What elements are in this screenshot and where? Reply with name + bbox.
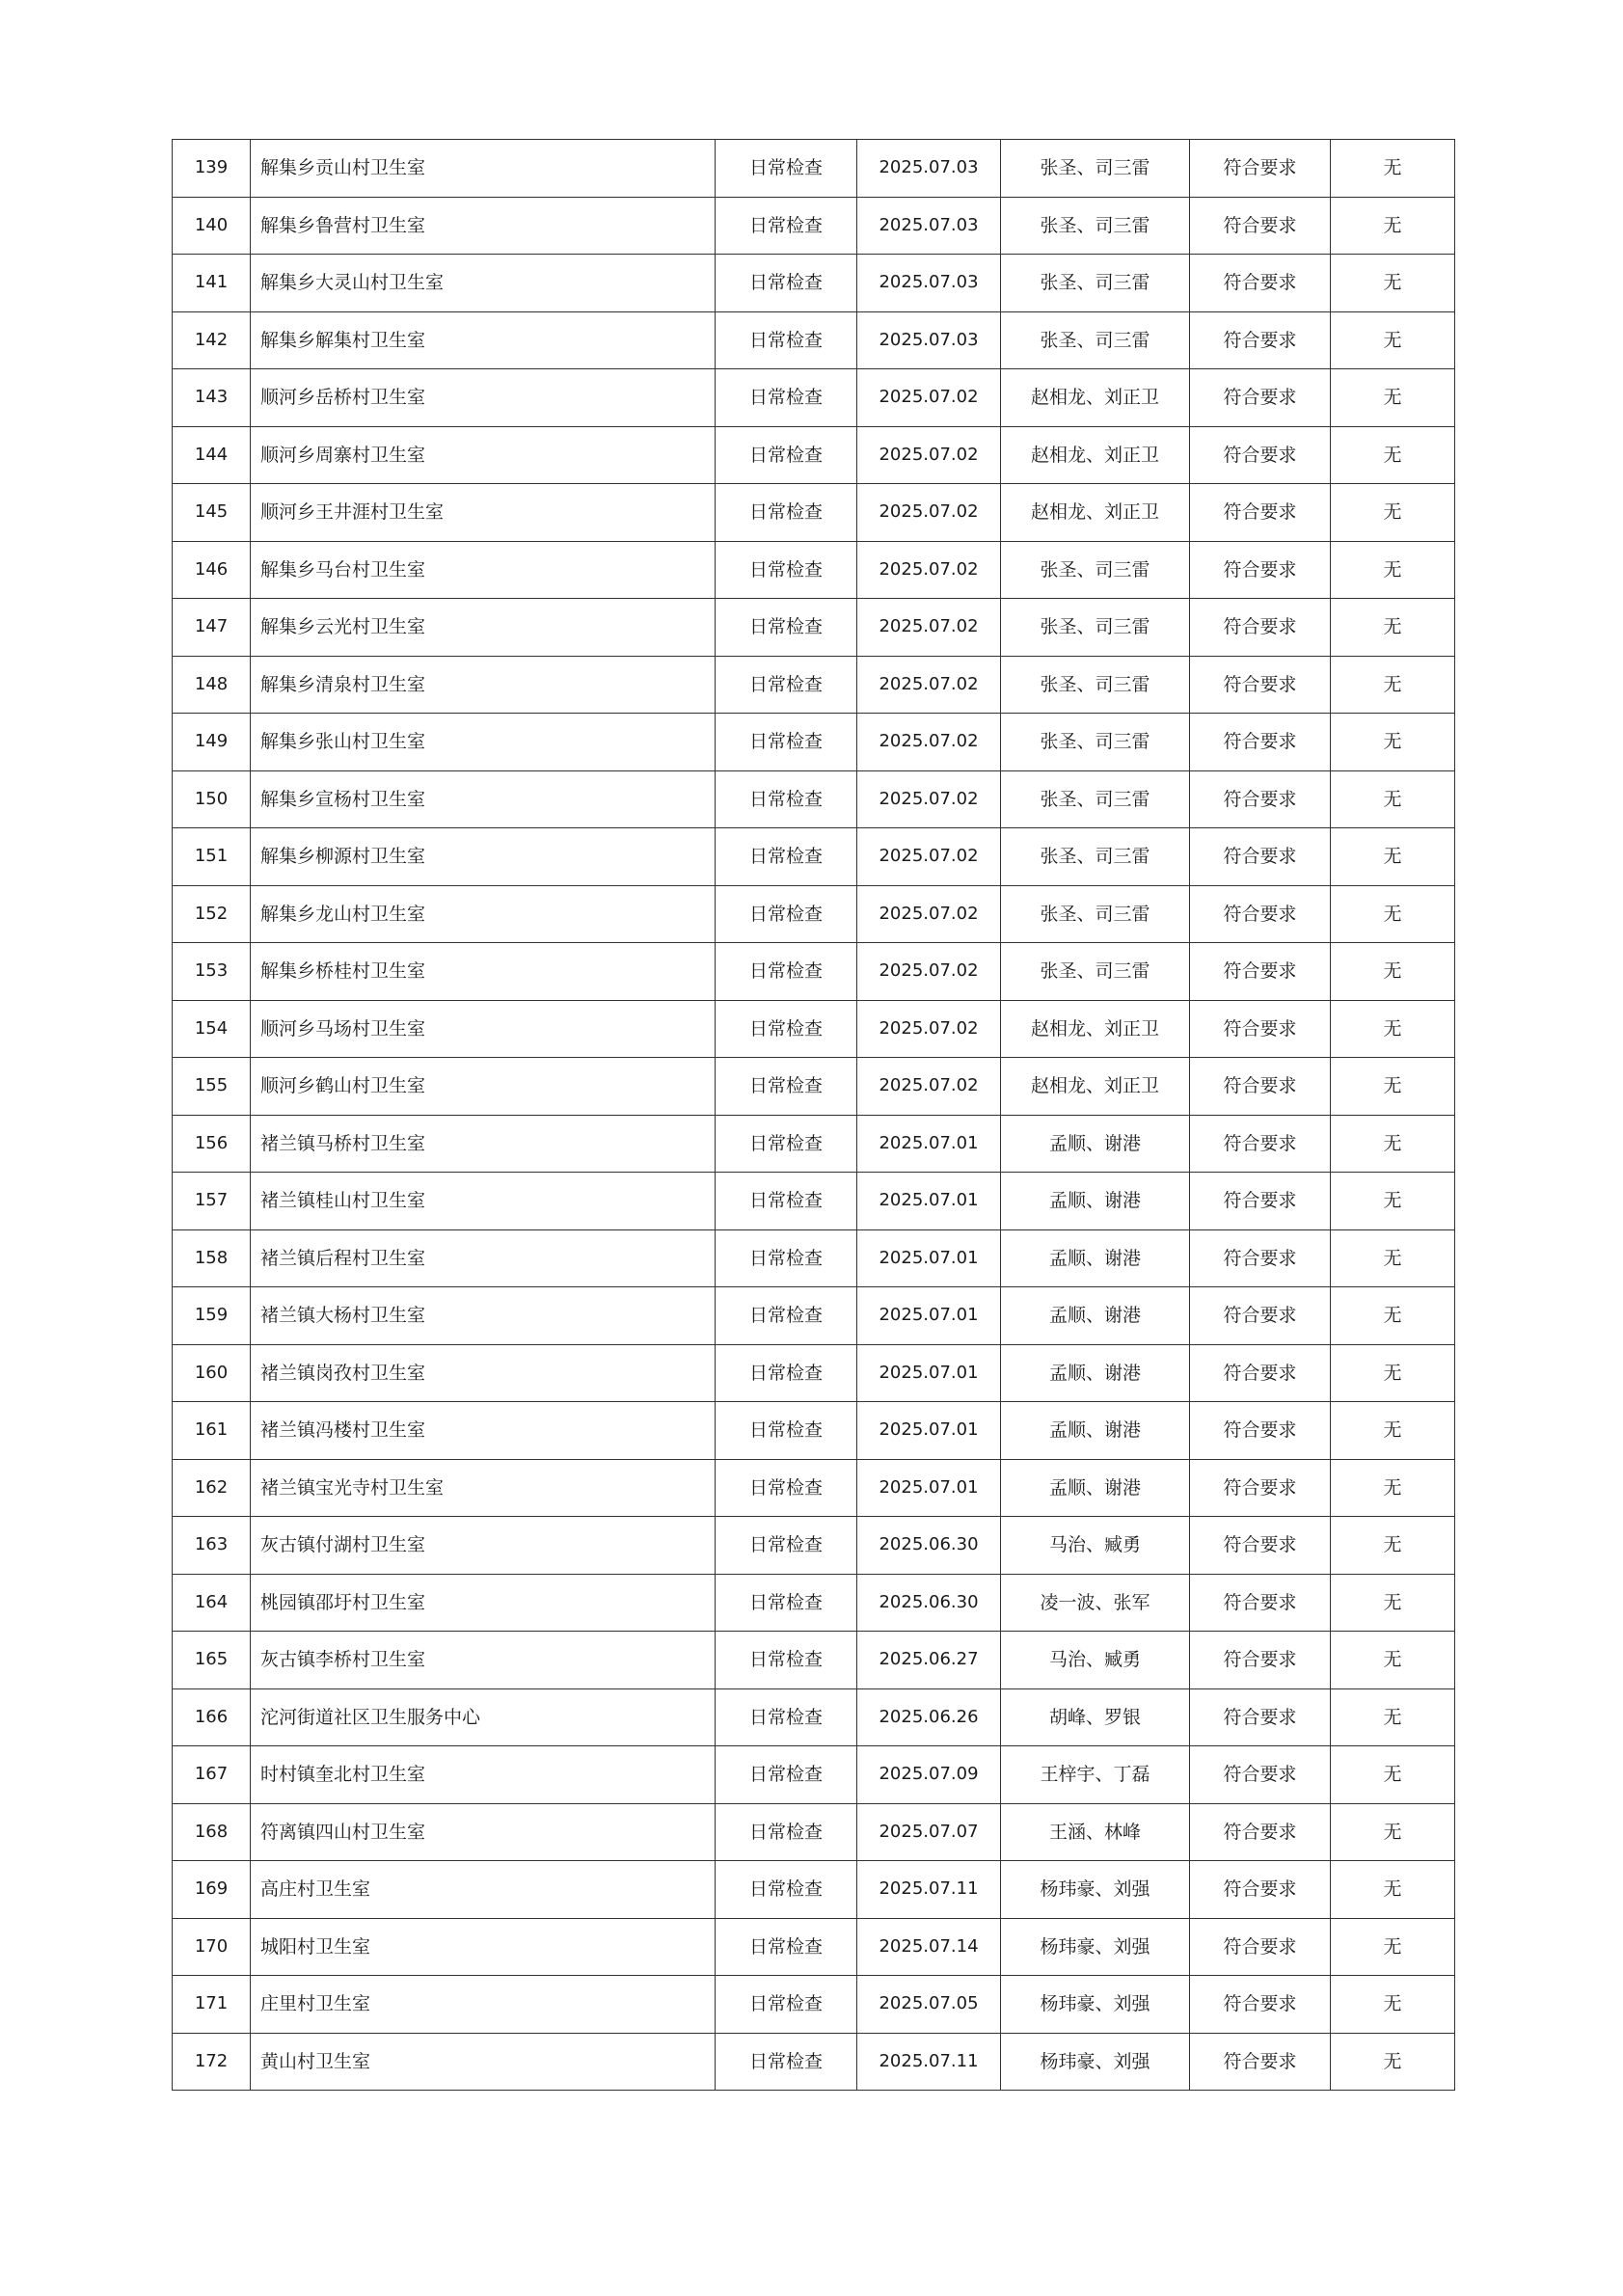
issues-cell: 无	[1331, 1976, 1455, 2034]
inspectors-cell: 张圣、司三雷	[1001, 828, 1190, 886]
inspection-type-cell: 日常检查	[716, 1861, 857, 1919]
inspection-date-cell: 2025.07.01	[857, 1402, 1001, 1460]
result-cell: 符合要求	[1190, 1287, 1331, 1345]
facility-name-cell: 解集乡贡山村卫生室	[251, 140, 716, 198]
inspectors-cell: 孟顺、谢港	[1001, 1173, 1190, 1230]
inspectors-cell: 王涵、林峰	[1001, 1803, 1190, 1861]
table-row	[173, 1918, 1455, 1976]
inspection-date-cell: 2025.07.02	[857, 943, 1001, 1001]
inspection-type-cell: 日常检查	[716, 1459, 857, 1517]
result-cell: 符合要求	[1190, 1115, 1331, 1173]
inspection-type-cell: 日常检查	[716, 1517, 857, 1575]
row-number-cell: 162	[173, 1459, 251, 1517]
result-cell: 符合要求	[1190, 484, 1331, 542]
row-number-cell: 144	[173, 426, 251, 484]
facility-name-cell: 解集乡解集村卫生室	[251, 311, 716, 369]
issues-cell: 无	[1331, 1803, 1455, 1861]
inspection-date-cell: 2025.07.01	[857, 1344, 1001, 1402]
inspectors-cell: 张圣、司三雷	[1001, 255, 1190, 312]
inspection-type-cell: 日常检查	[716, 714, 857, 771]
result-cell: 符合要求	[1190, 943, 1331, 1001]
row-number-cell: 156	[173, 1115, 251, 1173]
inspection-date-cell: 2025.07.02	[857, 484, 1001, 542]
table-row	[173, 1287, 1455, 1345]
inspection-date-cell: 2025.07.01	[857, 1115, 1001, 1173]
issues-cell: 无	[1331, 599, 1455, 657]
facility-name-cell: 解集乡大灵山村卫生室	[251, 255, 716, 312]
result-cell: 符合要求	[1190, 828, 1331, 886]
table-row	[173, 369, 1455, 427]
inspection-date-cell: 2025.06.30	[857, 1517, 1001, 1575]
result-cell: 符合要求	[1190, 1632, 1331, 1689]
row-number-cell: 146	[173, 541, 251, 599]
result-cell: 符合要求	[1190, 140, 1331, 198]
table-row	[173, 1976, 1455, 2034]
result-cell: 符合要求	[1190, 541, 1331, 599]
facility-name-cell: 沱河街道社区卫生服务中心	[251, 1688, 716, 1746]
inspection-type-cell: 日常检查	[716, 1173, 857, 1230]
row-number-cell: 167	[173, 1746, 251, 1804]
issues-cell: 无	[1331, 714, 1455, 771]
inspection-date-cell: 2025.07.09	[857, 1746, 1001, 1804]
inspection-date-cell: 2025.07.02	[857, 541, 1001, 599]
result-cell: 符合要求	[1190, 1574, 1331, 1632]
inspection-type-cell: 日常检查	[716, 1574, 857, 1632]
result-cell: 符合要求	[1190, 197, 1331, 255]
issues-cell: 无	[1331, 541, 1455, 599]
row-number-cell: 155	[173, 1058, 251, 1116]
row-number-cell: 139	[173, 140, 251, 198]
facility-name-cell: 灰古镇付湖村卫生室	[251, 1517, 716, 1575]
facility-name-cell: 解集乡桥桂村卫生室	[251, 943, 716, 1001]
inspectors-cell: 胡峰、罗银	[1001, 1688, 1190, 1746]
row-number-cell: 158	[173, 1229, 251, 1287]
table-row	[173, 1402, 1455, 1460]
issues-cell: 无	[1331, 656, 1455, 714]
result-cell: 符合要求	[1190, 1803, 1331, 1861]
table-row	[173, 140, 1455, 198]
inspection-type-cell: 日常检查	[716, 197, 857, 255]
issues-cell: 无	[1331, 2033, 1455, 2091]
inspection-table-page	[172, 139, 1454, 2091]
table-row	[173, 484, 1455, 542]
facility-name-cell: 解集乡龙山村卫生室	[251, 885, 716, 943]
row-number-cell: 142	[173, 311, 251, 369]
issues-cell: 无	[1331, 1918, 1455, 1976]
facility-name-cell: 顺河乡岳桥村卫生室	[251, 369, 716, 427]
result-cell: 符合要求	[1190, 599, 1331, 657]
row-number-cell: 172	[173, 2033, 251, 2091]
row-number-cell: 165	[173, 1632, 251, 1689]
inspectors-cell: 杨玮豪、刘强	[1001, 1976, 1190, 2034]
table-row	[173, 1632, 1455, 1689]
inspection-type-cell: 日常检查	[716, 140, 857, 198]
issues-cell: 无	[1331, 885, 1455, 943]
result-cell: 符合要求	[1190, 1058, 1331, 1116]
issues-cell: 无	[1331, 1402, 1455, 1460]
table-row	[173, 885, 1455, 943]
inspection-type-cell: 日常检查	[716, 656, 857, 714]
inspectors-cell: 杨玮豪、刘强	[1001, 1861, 1190, 1919]
inspectors-cell: 孟顺、谢港	[1001, 1402, 1190, 1460]
issues-cell: 无	[1331, 1459, 1455, 1517]
result-cell: 符合要求	[1190, 369, 1331, 427]
inspection-type-cell: 日常检查	[716, 1632, 857, 1689]
inspectors-cell: 赵相龙、刘正卫	[1001, 369, 1190, 427]
facility-name-cell: 顺河乡王井涯村卫生室	[251, 484, 716, 542]
inspection-type-cell: 日常检查	[716, 1115, 857, 1173]
inspectors-cell: 张圣、司三雷	[1001, 197, 1190, 255]
facility-name-cell: 褚兰镇宝光寺村卫生室	[251, 1459, 716, 1517]
inspectors-cell: 张圣、司三雷	[1001, 599, 1190, 657]
facility-name-cell: 符离镇四山村卫生室	[251, 1803, 716, 1861]
inspectors-cell: 张圣、司三雷	[1001, 943, 1190, 1001]
row-number-cell: 170	[173, 1918, 251, 1976]
inspection-date-cell: 2025.07.11	[857, 1861, 1001, 1919]
issues-cell: 无	[1331, 1632, 1455, 1689]
issues-cell: 无	[1331, 311, 1455, 369]
inspection-date-cell: 2025.07.11	[857, 2033, 1001, 2091]
row-number-cell: 161	[173, 1402, 251, 1460]
inspection-date-cell: 2025.07.02	[857, 599, 1001, 657]
row-number-cell: 141	[173, 255, 251, 312]
inspection-date-cell: 2025.07.02	[857, 1000, 1001, 1058]
table-row	[173, 1746, 1455, 1804]
result-cell: 符合要求	[1190, 1344, 1331, 1402]
result-cell: 符合要求	[1190, 1517, 1331, 1575]
inspection-type-cell: 日常检查	[716, 1976, 857, 2034]
table-row	[173, 656, 1455, 714]
row-number-cell: 152	[173, 885, 251, 943]
result-cell: 符合要求	[1190, 885, 1331, 943]
issues-cell: 无	[1331, 369, 1455, 427]
inspection-date-cell: 2025.06.30	[857, 1574, 1001, 1632]
table-row	[173, 1574, 1455, 1632]
inspection-date-cell: 2025.07.01	[857, 1287, 1001, 1345]
facility-name-cell: 解集乡张山村卫生室	[251, 714, 716, 771]
inspection-type-cell: 日常检查	[716, 885, 857, 943]
row-number-cell: 164	[173, 1574, 251, 1632]
issues-cell: 无	[1331, 1574, 1455, 1632]
facility-name-cell: 庄里村卫生室	[251, 1976, 716, 2034]
inspection-type-cell: 日常检查	[716, 1000, 857, 1058]
table-row	[173, 1000, 1455, 1058]
inspection-date-cell: 2025.07.03	[857, 140, 1001, 198]
row-number-cell: 159	[173, 1287, 251, 1345]
inspectors-cell: 王梓宇、丁磊	[1001, 1746, 1190, 1804]
table-row	[173, 1058, 1455, 1116]
inspection-date-cell: 2025.07.02	[857, 656, 1001, 714]
facility-name-cell: 解集乡马台村卫生室	[251, 541, 716, 599]
inspectors-cell: 孟顺、谢港	[1001, 1287, 1190, 1345]
row-number-cell: 157	[173, 1173, 251, 1230]
table-row	[173, 599, 1455, 657]
result-cell: 符合要求	[1190, 426, 1331, 484]
inspection-type-cell: 日常检查	[716, 1688, 857, 1746]
inspection-date-cell: 2025.07.03	[857, 255, 1001, 312]
table-body	[173, 140, 1455, 2091]
facility-name-cell: 褚兰镇桂山村卫生室	[251, 1173, 716, 1230]
inspection-date-cell: 2025.07.03	[857, 197, 1001, 255]
result-cell: 符合要求	[1190, 311, 1331, 369]
inspection-date-cell: 2025.07.02	[857, 770, 1001, 828]
result-cell: 符合要求	[1190, 1459, 1331, 1517]
inspection-date-cell: 2025.07.02	[857, 426, 1001, 484]
result-cell: 符合要求	[1190, 1976, 1331, 2034]
facility-name-cell: 桃园镇邵圩村卫生室	[251, 1574, 716, 1632]
inspection-type-cell: 日常检查	[716, 484, 857, 542]
inspection-type-cell: 日常检查	[716, 1287, 857, 1345]
inspection-type-cell: 日常检查	[716, 1058, 857, 1116]
inspection-type-cell: 日常检查	[716, 426, 857, 484]
result-cell: 符合要求	[1190, 1746, 1331, 1804]
issues-cell: 无	[1331, 255, 1455, 312]
facility-name-cell: 高庄村卫生室	[251, 1861, 716, 1919]
facility-name-cell: 顺河乡鹤山村卫生室	[251, 1058, 716, 1116]
table-row	[173, 1344, 1455, 1402]
issues-cell: 无	[1331, 140, 1455, 198]
row-number-cell: 171	[173, 1976, 251, 2034]
row-number-cell: 145	[173, 484, 251, 542]
inspection-type-cell: 日常检查	[716, 599, 857, 657]
inspectors-cell: 张圣、司三雷	[1001, 140, 1190, 198]
result-cell: 符合要求	[1190, 1918, 1331, 1976]
result-cell: 符合要求	[1190, 1861, 1331, 1919]
inspectors-cell: 张圣、司三雷	[1001, 885, 1190, 943]
row-number-cell: 151	[173, 828, 251, 886]
issues-cell: 无	[1331, 426, 1455, 484]
table-row	[173, 1803, 1455, 1861]
facility-name-cell: 灰古镇李桥村卫生室	[251, 1632, 716, 1689]
result-cell: 符合要求	[1190, 2033, 1331, 2091]
issues-cell: 无	[1331, 1517, 1455, 1575]
issues-cell: 无	[1331, 1000, 1455, 1058]
facility-name-cell: 褚兰镇后程村卫生室	[251, 1229, 716, 1287]
facility-name-cell: 解集乡云光村卫生室	[251, 599, 716, 657]
facility-name-cell: 解集乡柳源村卫生室	[251, 828, 716, 886]
row-number-cell: 163	[173, 1517, 251, 1575]
inspection-type-cell: 日常检查	[716, 255, 857, 312]
inspection-type-cell: 日常检查	[716, 541, 857, 599]
table-row	[173, 255, 1455, 312]
inspection-type-cell: 日常检查	[716, 369, 857, 427]
row-number-cell: 148	[173, 656, 251, 714]
result-cell: 符合要求	[1190, 1229, 1331, 1287]
inspection-type-cell: 日常检查	[716, 828, 857, 886]
table-row	[173, 714, 1455, 771]
inspection-date-cell: 2025.07.03	[857, 311, 1001, 369]
row-number-cell: 143	[173, 369, 251, 427]
result-cell: 符合要求	[1190, 656, 1331, 714]
table-row	[173, 1115, 1455, 1173]
inspection-type-cell: 日常检查	[716, 1746, 857, 1804]
row-number-cell: 154	[173, 1000, 251, 1058]
inspectors-cell: 凌一波、张军	[1001, 1574, 1190, 1632]
result-cell: 符合要求	[1190, 1402, 1331, 1460]
facility-name-cell: 褚兰镇岗孜村卫生室	[251, 1344, 716, 1402]
issues-cell: 无	[1331, 1861, 1455, 1919]
inspectors-cell: 赵相龙、刘正卫	[1001, 426, 1190, 484]
inspectors-cell: 赵相龙、刘正卫	[1001, 1058, 1190, 1116]
facility-name-cell: 城阳村卫生室	[251, 1918, 716, 1976]
table-row	[173, 541, 1455, 599]
inspectors-cell: 孟顺、谢港	[1001, 1344, 1190, 1402]
inspection-date-cell: 2025.07.05	[857, 1976, 1001, 2034]
issues-cell: 无	[1331, 770, 1455, 828]
result-cell: 符合要求	[1190, 1173, 1331, 1230]
inspection-date-cell: 2025.07.01	[857, 1229, 1001, 1287]
issues-cell: 无	[1331, 1058, 1455, 1116]
result-cell: 符合要求	[1190, 770, 1331, 828]
facility-name-cell: 解集乡宣杨村卫生室	[251, 770, 716, 828]
table-row	[173, 1459, 1455, 1517]
issues-cell: 无	[1331, 1344, 1455, 1402]
table-row	[173, 828, 1455, 886]
inspection-date-cell: 2025.07.01	[857, 1173, 1001, 1230]
inspectors-cell: 张圣、司三雷	[1001, 656, 1190, 714]
inspection-date-cell: 2025.07.02	[857, 1058, 1001, 1116]
inspectors-cell: 赵相龙、刘正卫	[1001, 484, 1190, 542]
table-row	[173, 1861, 1455, 1919]
row-number-cell: 140	[173, 197, 251, 255]
issues-cell: 无	[1331, 1115, 1455, 1173]
inspectors-cell: 孟顺、谢港	[1001, 1115, 1190, 1173]
facility-name-cell: 顺河乡马场村卫生室	[251, 1000, 716, 1058]
facility-name-cell: 解集乡鲁营村卫生室	[251, 197, 716, 255]
inspection-date-cell: 2025.06.27	[857, 1632, 1001, 1689]
row-number-cell: 150	[173, 770, 251, 828]
inspectors-cell: 杨玮豪、刘强	[1001, 2033, 1190, 2091]
table-row	[173, 1688, 1455, 1746]
inspection-date-cell: 2025.07.02	[857, 828, 1001, 886]
inspection-type-cell: 日常检查	[716, 311, 857, 369]
issues-cell: 无	[1331, 1746, 1455, 1804]
inspectors-cell: 张圣、司三雷	[1001, 541, 1190, 599]
inspection-date-cell: 2025.07.02	[857, 885, 1001, 943]
issues-cell: 无	[1331, 828, 1455, 886]
inspection-type-cell: 日常检查	[716, 1344, 857, 1402]
inspectors-cell: 张圣、司三雷	[1001, 770, 1190, 828]
inspectors-cell: 马治、臧勇	[1001, 1517, 1190, 1575]
facility-name-cell: 褚兰镇冯楼村卫生室	[251, 1402, 716, 1460]
row-number-cell: 168	[173, 1803, 251, 1861]
facility-name-cell: 褚兰镇大杨村卫生室	[251, 1287, 716, 1345]
issues-cell: 无	[1331, 197, 1455, 255]
inspection-date-cell: 2025.07.02	[857, 714, 1001, 771]
inspectors-cell: 张圣、司三雷	[1001, 311, 1190, 369]
inspection-date-cell: 2025.07.02	[857, 369, 1001, 427]
inspection-type-cell: 日常检查	[716, 2033, 857, 2091]
issues-cell: 无	[1331, 1173, 1455, 1230]
inspection-date-cell: 2025.06.26	[857, 1688, 1001, 1746]
inspection-type-cell: 日常检查	[716, 1918, 857, 1976]
inspection-type-cell: 日常检查	[716, 1229, 857, 1287]
inspection-type-cell: 日常检查	[716, 943, 857, 1001]
inspection-date-cell: 2025.07.01	[857, 1459, 1001, 1517]
issues-cell: 无	[1331, 484, 1455, 542]
inspectors-cell: 孟顺、谢港	[1001, 1459, 1190, 1517]
table-row	[173, 1517, 1455, 1575]
table-row	[173, 1229, 1455, 1287]
inspection-date-cell: 2025.07.14	[857, 1918, 1001, 1976]
issues-cell: 无	[1331, 943, 1455, 1001]
inspectors-cell: 杨玮豪、刘强	[1001, 1918, 1190, 1976]
row-number-cell: 149	[173, 714, 251, 771]
inspectors-cell: 孟顺、谢港	[1001, 1229, 1190, 1287]
table-row	[173, 770, 1455, 828]
issues-cell: 无	[1331, 1287, 1455, 1345]
inspectors-cell: 马治、臧勇	[1001, 1632, 1190, 1689]
result-cell: 符合要求	[1190, 255, 1331, 312]
facility-name-cell: 褚兰镇马桥村卫生室	[251, 1115, 716, 1173]
issues-cell: 无	[1331, 1688, 1455, 1746]
facility-name-cell: 解集乡清泉村卫生室	[251, 656, 716, 714]
inspection-table	[172, 139, 1455, 2091]
inspection-type-cell: 日常检查	[716, 1402, 857, 1460]
inspection-date-cell: 2025.07.07	[857, 1803, 1001, 1861]
table-row	[173, 426, 1455, 484]
facility-name-cell: 时村镇奎北村卫生室	[251, 1746, 716, 1804]
table-row	[173, 1173, 1455, 1230]
table-row	[173, 2033, 1455, 2091]
facility-name-cell: 黄山村卫生室	[251, 2033, 716, 2091]
row-number-cell: 166	[173, 1688, 251, 1746]
inspectors-cell: 赵相龙、刘正卫	[1001, 1000, 1190, 1058]
issues-cell: 无	[1331, 1229, 1455, 1287]
result-cell: 符合要求	[1190, 1000, 1331, 1058]
row-number-cell: 169	[173, 1861, 251, 1919]
table-row	[173, 943, 1455, 1001]
result-cell: 符合要求	[1190, 714, 1331, 771]
row-number-cell: 147	[173, 599, 251, 657]
table-row	[173, 311, 1455, 369]
result-cell: 符合要求	[1190, 1688, 1331, 1746]
facility-name-cell: 顺河乡周寨村卫生室	[251, 426, 716, 484]
inspection-type-cell: 日常检查	[716, 1803, 857, 1861]
inspection-type-cell: 日常检查	[716, 770, 857, 828]
row-number-cell: 153	[173, 943, 251, 1001]
table-row	[173, 197, 1455, 255]
row-number-cell: 160	[173, 1344, 251, 1402]
inspectors-cell: 张圣、司三雷	[1001, 714, 1190, 771]
